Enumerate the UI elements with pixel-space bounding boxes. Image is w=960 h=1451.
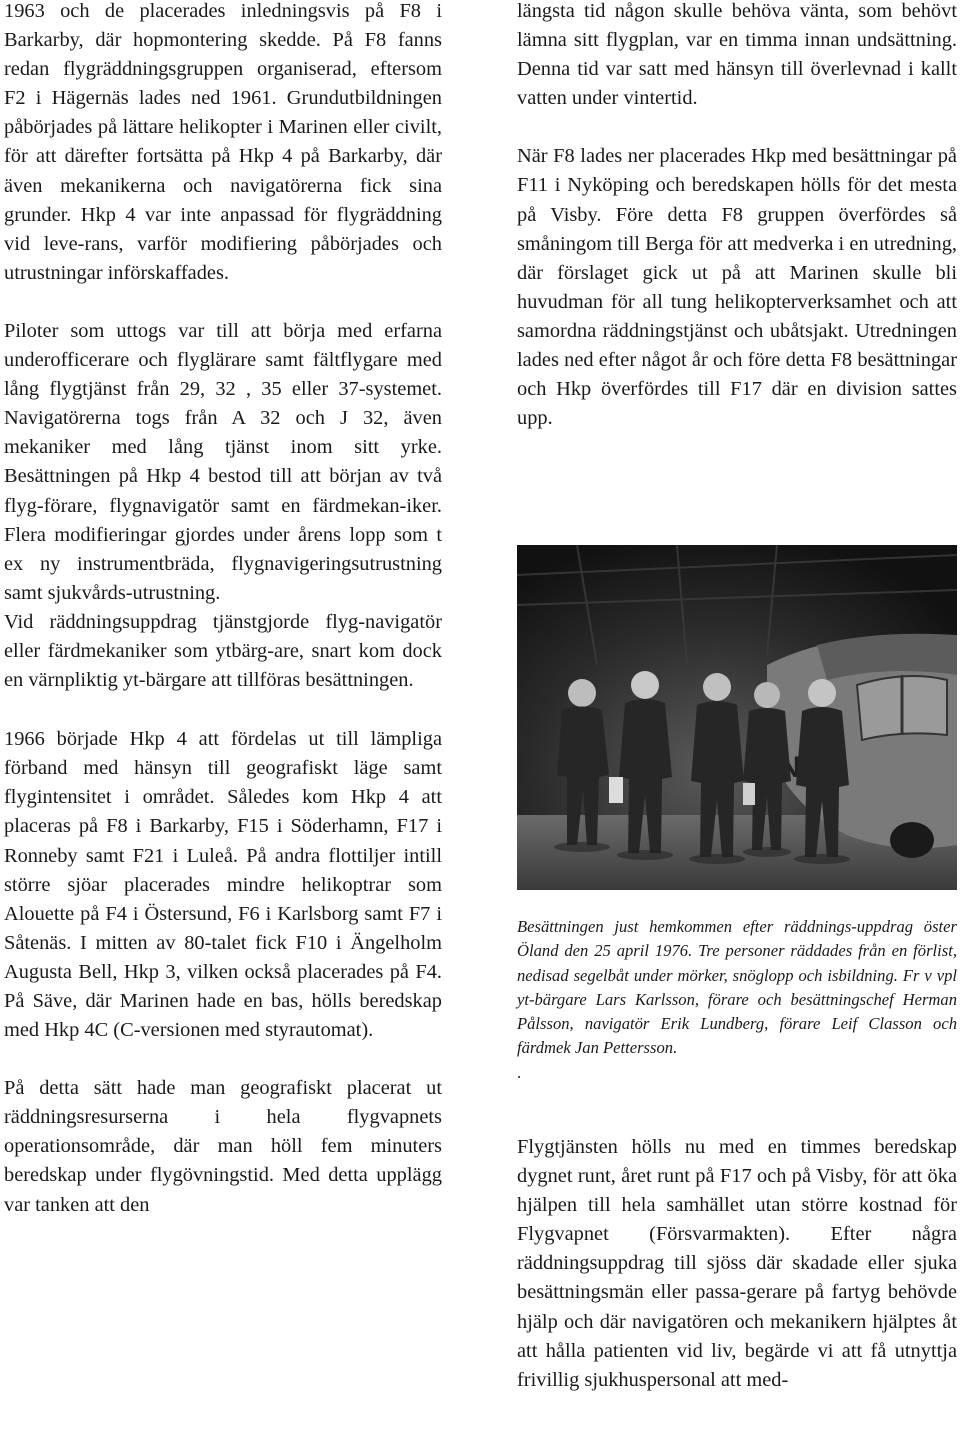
caption-text: Besättningen just hemkommen efter räddnings-uppdrag öster Öland den 25 april 1976. Tre personer räddades från en förlist, nedisad segelbåt under mörker, snöglopp och isbildning. Fr v vpl yt-bärgare Lars Karlsson, förare och besättningschef Herman Pålsson, navigatör Erik Lundberg, förare Leif Classon och färdmek Jan Pettersson.: [517, 917, 957, 1058]
right-column-bottom: [517, 1133, 957, 1395]
left-column: [4, 0, 442, 1220]
paragraph-pilots: Piloter som uttogs var till att börja med erfarna underofficerare och flyglärare samt fältflygare med lång flygtjänst från 29, 32 , 35 eller 37-systemet. Navigatörerna togs från A 32 och J 32, även mekaniker med lång tjänst inom sitt yrke. Besättningen på Hkp 4 bestod till att början av två flyg-förare, flygnavigatör samt en färdmekan-iker. Flera modifieringar gjordes under årens lopp som t ex ny instrumentbräda, flygnavigeringsutrustning samt sjukvårds-utrustning.: [4, 319, 442, 604]
crew-photograph: [517, 545, 957, 890]
right-column-top: [517, 0, 957, 433]
paragraph-1966-distribution: 1966 började Hkp 4 att fördelas ut till lämpliga förband med hänsyn till geografiskt läge samt flygintensitet i området. Således kom Hkp 4 att placeras på F8 i Barkarby, F15 i Söderhamn, F17 i Ronneby samt F21 i Luleå. På andra flottiljer intill större sjöar placerades mindre helikoptrar som Alouette på F4 i Östersund, F6 i Karlsborg samt F7 i Såtenäs. I mitten av 80-talet fick F10 i Ängelholm Augusta Bell, Hkp 3, vilken också placerades på F4. På Säve, där Marinen hade en bas, hölls beredskap med Hkp 4C (C-versionen med styrautomat).: [4, 728, 442, 1042]
caption-trailing-dot: .: [517, 1062, 522, 1082]
paragraph-intro: 1963 och de placerades inledningsvis på F8 i Barkarby, där hopmontering skedde. På F8 fanns redan flygräddningsgruppen organiserad, eftersom F2 i Hägernäs lades ned 1961. Grundutbildningen påbörjades på lättare helikopter i Marinen eller civilt, för att därefter fortsätta på Hkp 4 på Barkarby, där även mekanikerna och navigatörerna fick sina grunder. Hkp 4 var inte anpassad för flygräddning vid leve-rans, varför modifiering påbörjades och utrustningar införskaffades.: [4, 0, 442, 284]
crew-photo-illustration: [517, 545, 957, 890]
paragraph-rescue-missions: Vid räddningsuppdrag tjänstgjorde flyg-navigatör eller färdmekaniker som ytbärg-are, snart kom dock en värnpliktig yt-bärgare att tillföras besättningen.: [4, 610, 442, 692]
paragraph-f8-closure: När F8 lades ner placerades Hkp med besättningar på F11 i Nyköping och beredskapen hölls för det mesta på Visby. Före detta F8 gruppen överfördes så småningom till Berga för att medverka i en utredning, där förslaget gick ut på att Marinen skulle bli huvudman för all tung helikopterverksamhet och att samordna räddningstjänst och ubåtsjakt. Utredningen lades ned efter något år och före detta F8 besättningar och Hkp överfördes till F17 där en division sattes upp.: [517, 145, 957, 430]
paragraph-flight-duty: Flygtjänsten hölls nu med en timmes beredskap dygnet runt, året runt på F17 och på Visby, för att öka hjälpen till hela samhället utan större kostnad för Flygvapnet (Försvarmakten). Efter några räddningsuppdrag till sjöss där skadade eller sjuka besättningsmän eller passa-gerare på fartyg behövde hjälp och där navigatören och mekanikern hjälptes åt att hålla patienten vid liv, begärde vi att få utnyttja frivillig sjukhuspersonal att med-: [517, 1136, 957, 1391]
photo-caption: [517, 915, 957, 1085]
paragraph-survival-time: längsta tid någon skulle behöva vänta, som behövt lämna sitt flygplan, var en timma innan undsättning. Denna tid var satt med hänsyn till överlevnad i kallt vatten under vintertid.: [517, 0, 957, 110]
paragraph-geographic-placement: På detta sätt hade man geografiskt placerat ut räddningsresurserna i hela flygvapnets operationsområde, där man höll fem minuters beredskap under flygövningstid. Med detta upplägg var tanken att den: [4, 1077, 442, 1216]
